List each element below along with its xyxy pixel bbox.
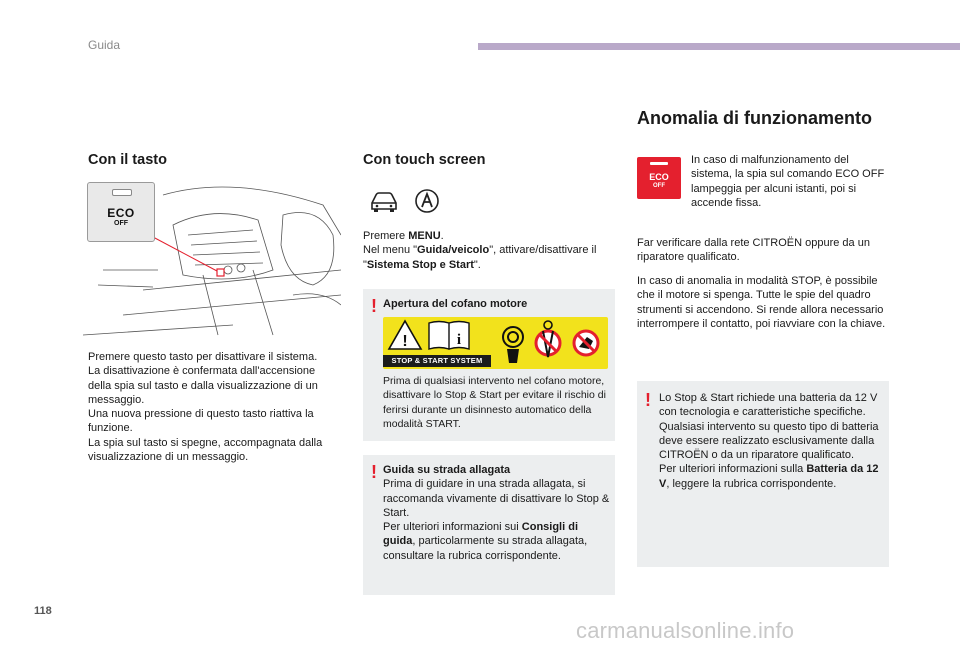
link-reference: Batteria da 12 V bbox=[659, 463, 879, 490]
warning-exclamation-icon: ! bbox=[645, 390, 651, 410]
header-accent-bar bbox=[478, 43, 960, 50]
watermark: carmanualsonline.info bbox=[576, 618, 795, 643]
warning-text: Prima di qualsiasi intervento nel cofano motore, disattivare lo Stop & Start per evitare il rischio di ferirsi durante un disinnesto automatico della modalità START. bbox=[383, 375, 606, 430]
anomalia-intro: In caso di malfunzionamento del sistema, la spia sul comando ECO OFF lampeggia per alcuni istanti, poi si accende fissa. bbox=[691, 154, 885, 209]
touchscreen-instructions bbox=[363, 229, 613, 272]
eco-off-warning-light-icon bbox=[637, 157, 681, 199]
instr-text: Premere bbox=[363, 230, 409, 242]
eco-label: ECO bbox=[649, 172, 669, 182]
stop-start-label: STOP & START SYSTEM bbox=[383, 355, 491, 367]
warning-box-hood bbox=[363, 289, 615, 441]
light-slot bbox=[650, 162, 668, 165]
col1-paragraph: Premere questo tasto per disattivare il sistema. bbox=[88, 351, 318, 363]
page-number: 118 bbox=[34, 605, 52, 617]
warning-box-battery bbox=[637, 381, 889, 567]
svg-text:i: i bbox=[456, 332, 462, 348]
instr-text: Nel menu " bbox=[363, 244, 418, 257]
instr-text: . bbox=[440, 230, 444, 242]
col1-paragraph: La spia sul tasto si spegne, accompagnata dalla visualizzazione di un messaggio. bbox=[88, 436, 323, 464]
heading-con-il-tasto: Con il tasto bbox=[88, 152, 167, 168]
off-label: OFF bbox=[653, 183, 665, 189]
warning-text: Per ulteriori informazioni sui bbox=[383, 521, 522, 534]
warning-text: Prima di guidare in una strada allagata, si raccomanda vivamente di disattivare lo Stop & Start. bbox=[383, 478, 610, 519]
menu-keyword: MENU bbox=[408, 230, 441, 242]
heading-con-touch-screen: Con touch screen bbox=[363, 152, 486, 168]
warning-text: Lo Stop & Start richiede una batteria da 12 V con tecnologia e caratteristiche specifiche. bbox=[659, 392, 878, 419]
menu-path: Guida/veicolo bbox=[417, 244, 490, 257]
anomalia-para-2: In caso di anomalia in modalità STOP, è possibile che il motore si spenga. Tutte le spie del quadro strumenti si accendono. Si rende allora necessario interrompere il contatto, poi riavviare con la chiave. bbox=[637, 275, 886, 330]
menu-item: Sistema Stop e Start bbox=[366, 258, 474, 271]
warning-title: Apertura del cofano motore bbox=[383, 298, 528, 310]
car-icon bbox=[368, 190, 400, 214]
warning-text: Qualsiasi intervento su questo tipo di batteria deve essere realizzato esclusivamente dalla CITROËN o da un riparatore qualificato. bbox=[659, 420, 879, 462]
battery-content bbox=[659, 391, 885, 491]
warning-text: Per ulteriori informazioni sulla bbox=[659, 463, 807, 476]
touch-app-icon bbox=[414, 188, 440, 214]
section-label: Guida bbox=[88, 38, 121, 52]
warning-exclamation-icon: ! bbox=[371, 462, 377, 482]
warning-box-flooded-road bbox=[363, 455, 615, 595]
instr-text: ", attivare/disattivare il " bbox=[363, 244, 597, 271]
eco-label: ECO bbox=[107, 206, 135, 220]
button-slot bbox=[112, 189, 132, 196]
off-label: OFF bbox=[114, 220, 128, 227]
col1-paragraph: Una nuova pressione di questo tasto riattiva la funzione. bbox=[88, 408, 314, 435]
col1-body-text bbox=[88, 350, 340, 464]
warning-title: Guida su strada allagata bbox=[383, 464, 511, 476]
svg-text:!: ! bbox=[402, 333, 408, 350]
heading-anomalia: Anomalia di funzionamento bbox=[637, 108, 873, 128]
anomalia-para-1: Far verificare dalla rete CITROËN oppure da un riparatore qualificato. bbox=[637, 237, 870, 264]
col1-paragraph: La disattivazione è confermata dall'accensione della spia sul tasto e dalla visualizzazione di un messaggio. bbox=[88, 365, 318, 406]
warning-text: , particolarmente su strada allagata, consultare la rubrica corrispondente. bbox=[383, 535, 588, 562]
dashboard-illustration bbox=[83, 175, 341, 337]
warning-exclamation-icon: ! bbox=[371, 296, 377, 316]
warning-text: , leggere la rubrica corrispondente. bbox=[666, 477, 837, 490]
instr-text: ". bbox=[473, 258, 481, 271]
stop-start-warning-label bbox=[383, 317, 608, 369]
flooded-road-content bbox=[383, 463, 611, 563]
link-reference: Consigli di guida bbox=[383, 521, 579, 548]
eco-off-button bbox=[87, 182, 155, 242]
